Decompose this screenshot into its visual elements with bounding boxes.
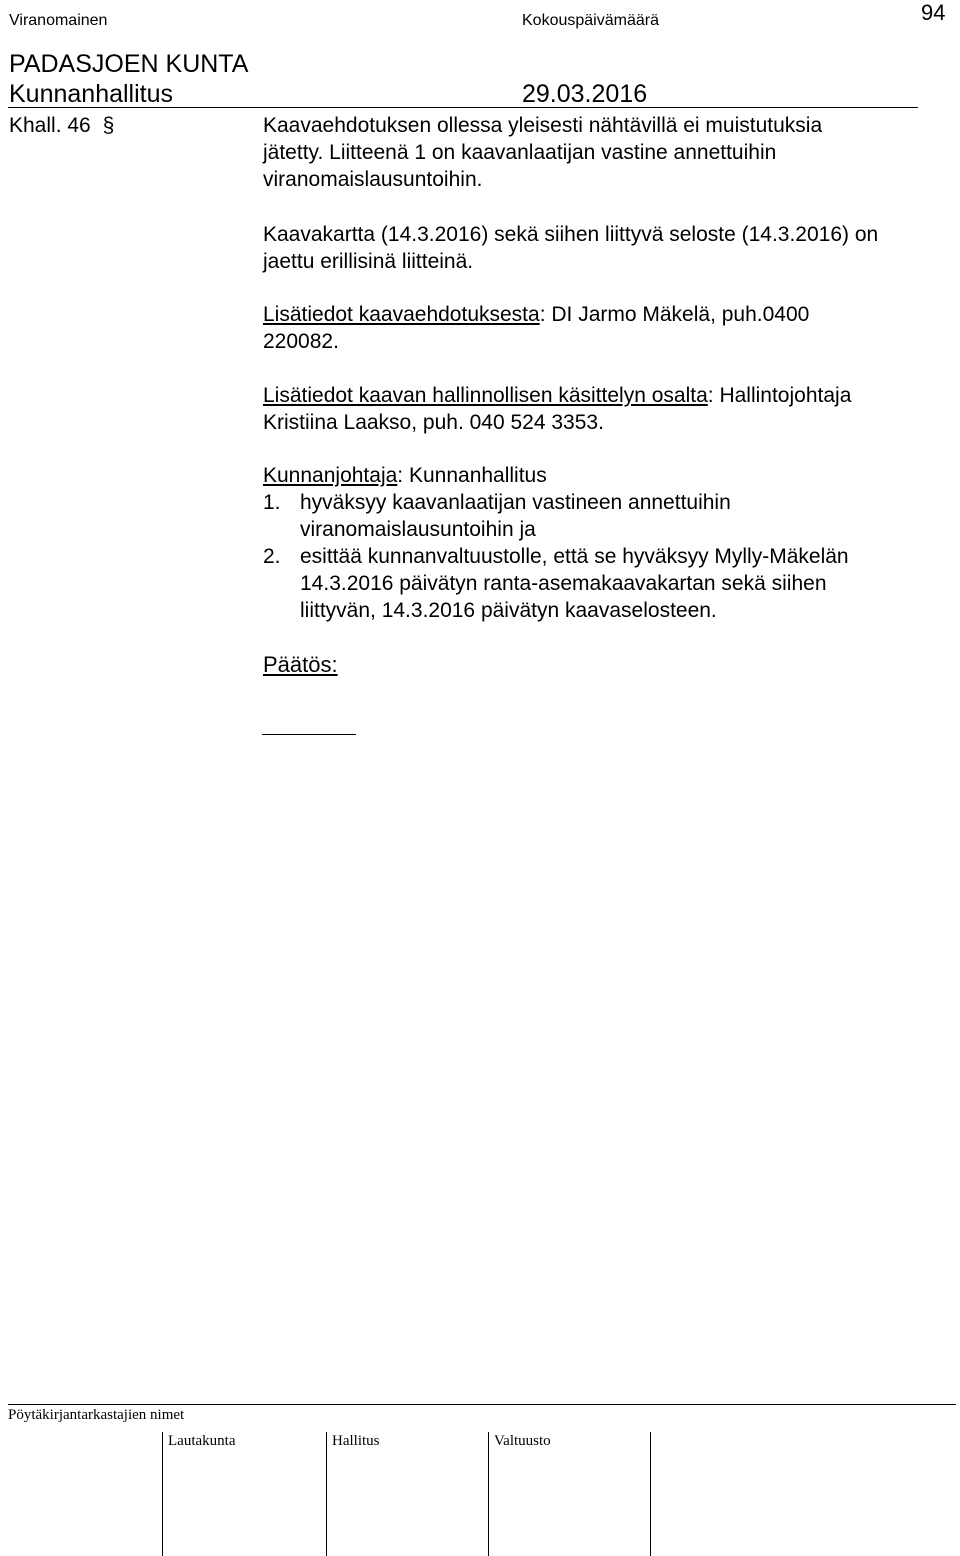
footer-column-divider xyxy=(488,1432,489,1556)
footer-column-divider xyxy=(650,1432,651,1556)
authority-label: Viranomainen xyxy=(9,12,108,29)
paragraph-1-line: jätetty. Liitteenä 1 on kaavanlaatijan vastine annettuihin xyxy=(263,141,777,164)
paragraph-2-line: jaettu erillisinä liitteinä. xyxy=(263,250,474,273)
municipality-name: PADASJOEN KUNTA xyxy=(9,50,249,78)
proposal-body: : Kunnanhallitus xyxy=(397,464,547,487)
info-plan-proposal-contact: : DI Jarmo Mäkelä, puh.0400 xyxy=(539,303,810,326)
decision-blank-line xyxy=(262,734,356,735)
proposal-item xyxy=(300,543,849,624)
section-number: Khall. 46 xyxy=(9,114,91,137)
proposal-item-number: 2. xyxy=(263,545,281,568)
page-number: 94 xyxy=(921,0,946,25)
paragraph-1 xyxy=(263,112,822,193)
inspectors-label: Pöytäkirjantarkastajien nimet xyxy=(8,1407,185,1423)
section-symbol: § xyxy=(102,114,115,137)
footer-column-committee: Lautakunta xyxy=(168,1433,236,1449)
meeting-date: 29.03.2016 xyxy=(522,80,648,108)
footer-column-council: Valtuusto xyxy=(494,1433,551,1449)
proposal-item-line: 14.3.2016 päivätyn ranta-asemakaavakartan sekä siihen xyxy=(300,572,827,595)
decision-label: Päätös: xyxy=(263,652,338,677)
board-name: Kunnanhallitus xyxy=(9,80,174,108)
proposal-item-line: liittyvän, 14.3.2016 päivätyn kaavaselosteen. xyxy=(300,599,717,622)
paragraph-2-line: Kaavakartta (14.3.2016) sekä siihen liittyvä seloste (14.3.2016) on xyxy=(263,223,879,246)
footer-column-board: Hallitus xyxy=(332,1433,380,1449)
paragraph-1-line: viranomaislausuntoihin. xyxy=(263,168,483,191)
proposal-item-line: hyväksyy kaavanlaatijan vastineen annettuihin xyxy=(300,491,731,514)
header-divider xyxy=(8,107,918,108)
info-plan-proposal-label: Lisätiedot kaavaehdotuksesta xyxy=(263,303,540,326)
proposal-item-number: 1. xyxy=(263,491,281,514)
info-administrative-contact: : Hallintojohtaja xyxy=(707,384,852,407)
footer-column-divider xyxy=(162,1432,163,1556)
info-administrative-phone: Kristiina Laakso, puh. 040 524 3353. xyxy=(263,411,604,434)
footer-divider xyxy=(8,1404,956,1405)
info-plan-proposal-line xyxy=(263,301,809,328)
proposal-heading xyxy=(263,462,547,489)
info-administrative-label: Lisätiedot kaavan hallinnollisen käsittelyn osalta xyxy=(263,384,708,407)
info-administrative xyxy=(263,382,851,436)
info-plan-proposal-phone: 220082. xyxy=(263,330,339,353)
proposal-item-line: viranomaislausuntoihin ja xyxy=(300,518,536,541)
meeting-date-label: Kokouspäivämäärä xyxy=(522,12,659,29)
info-administrative-line xyxy=(263,382,851,409)
proposal-item xyxy=(300,489,731,543)
section-label xyxy=(9,112,114,139)
proposal-proposer: Kunnanjohtaja xyxy=(263,464,398,487)
proposal-item-line: esittää kunnanvaltuustolle, että se hyväksyy Mylly-Mäkelän xyxy=(300,545,849,568)
paragraph-1-line: Kaavaehdotuksen ollessa yleisesti nähtävillä ei muistutuksia xyxy=(263,114,823,137)
info-plan-proposal xyxy=(263,301,809,355)
paragraph-2 xyxy=(263,221,878,275)
footer-column-divider xyxy=(326,1432,327,1556)
